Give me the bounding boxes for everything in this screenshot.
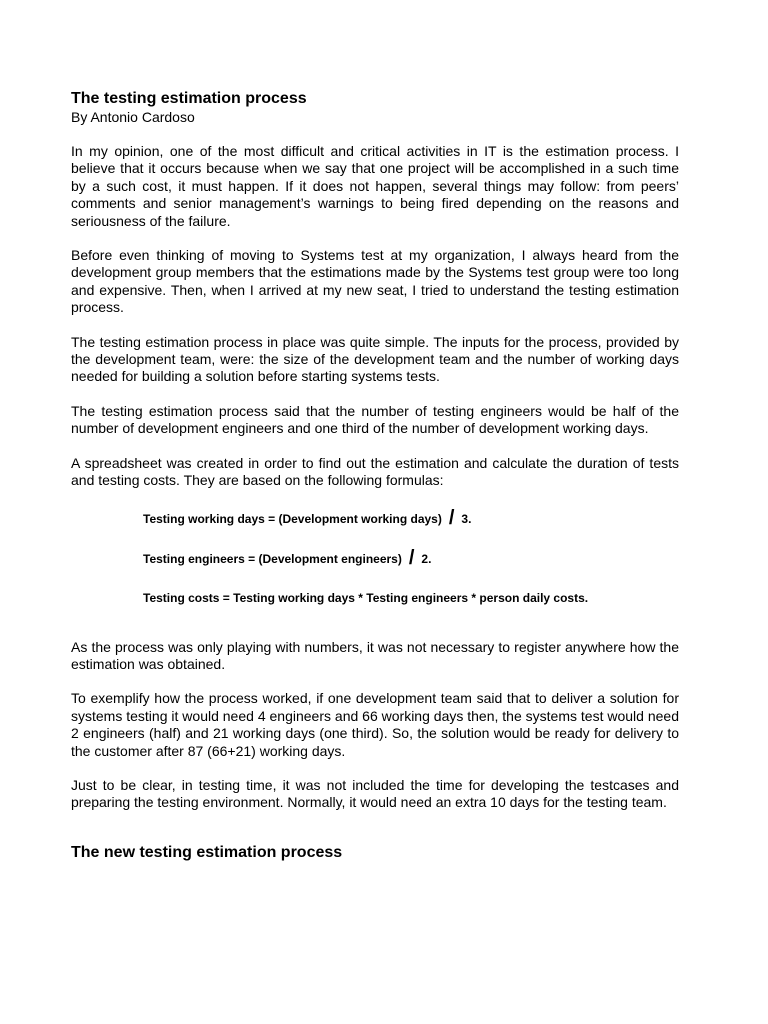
formula-testing-days: [143, 507, 679, 529]
paragraph: In my opinion, one of the most difficult and critical activities in IT is the estimation process. I believe that it occurs because when we say that one project will be accomplished in a such time by a such cost, it must happen. If it does not happen, several things may follow: from peers’ comments and senior management’s warnings to being fired depending on the reasons and seriousness of the failure.: [71, 143, 679, 229]
formula-lhs: Testing working days = (Development working days): [143, 511, 442, 526]
formula-block: [143, 507, 679, 609]
paragraph: The testing estimation process said that the number of testing engineers would be half of the number of development engineers and one third of the number of development working days.: [71, 402, 679, 437]
document-author: By Antonio Cardoso: [71, 109, 195, 125]
section-title: The new testing estimation process: [71, 843, 343, 861]
paragraph: As the process was only playing with numbers, it was not necessary to register anywhere how the estimation was obtained.: [71, 638, 679, 672]
division-operator: /: [448, 506, 455, 529]
formula-lhs: Testing engineers = (Development engineers): [143, 551, 402, 566]
formula-rhs: 3.: [461, 511, 472, 526]
paragraph: Just to be clear, in testing time, it was not included the time for developing the testcases and preparing the testing environment. Normally, it would need an extra 10 days for the testing team.: [71, 776, 679, 811]
paragraph: The testing estimation process in place was quite simple. The inputs for the process, provided by the development team, were: the size of the development team and the number of working days needed for building a solution before starting systems tests.: [71, 333, 679, 385]
paragraph: Before even thinking of moving to Systems test at my organization, I always heard from the development group members that the estimations made by the Systems test group were too long and expensive. Then, when I arrived at my new seat, I tried to understand the testing estimation process.: [71, 247, 679, 316]
document-title: The testing estimation process: [71, 90, 307, 107]
paragraph: To exemplify how the process worked, if one development team said that to deliver a solution for systems testing it would need 4 engineers and 66 working days then, the systems test would need 2 engineers (half) and 21 working days (one third). So, the solution would be ready for delivery to the customer after 87 (66+21) working days.: [71, 690, 679, 759]
formula-rhs: 2.: [421, 551, 432, 566]
paragraph: A spreadsheet was created in order to find out the estimation and calculate the duration of tests and testing costs. They are based on the following formulas:: [71, 454, 679, 489]
formula-text: Testing costs = Testing working days * Testing engineers * person daily costs.: [143, 590, 589, 605]
formula-testing-engineers: [143, 547, 679, 569]
formula-testing-costs: [143, 587, 679, 609]
division-operator: /: [408, 546, 415, 569]
document-page: [71, 89, 679, 863]
